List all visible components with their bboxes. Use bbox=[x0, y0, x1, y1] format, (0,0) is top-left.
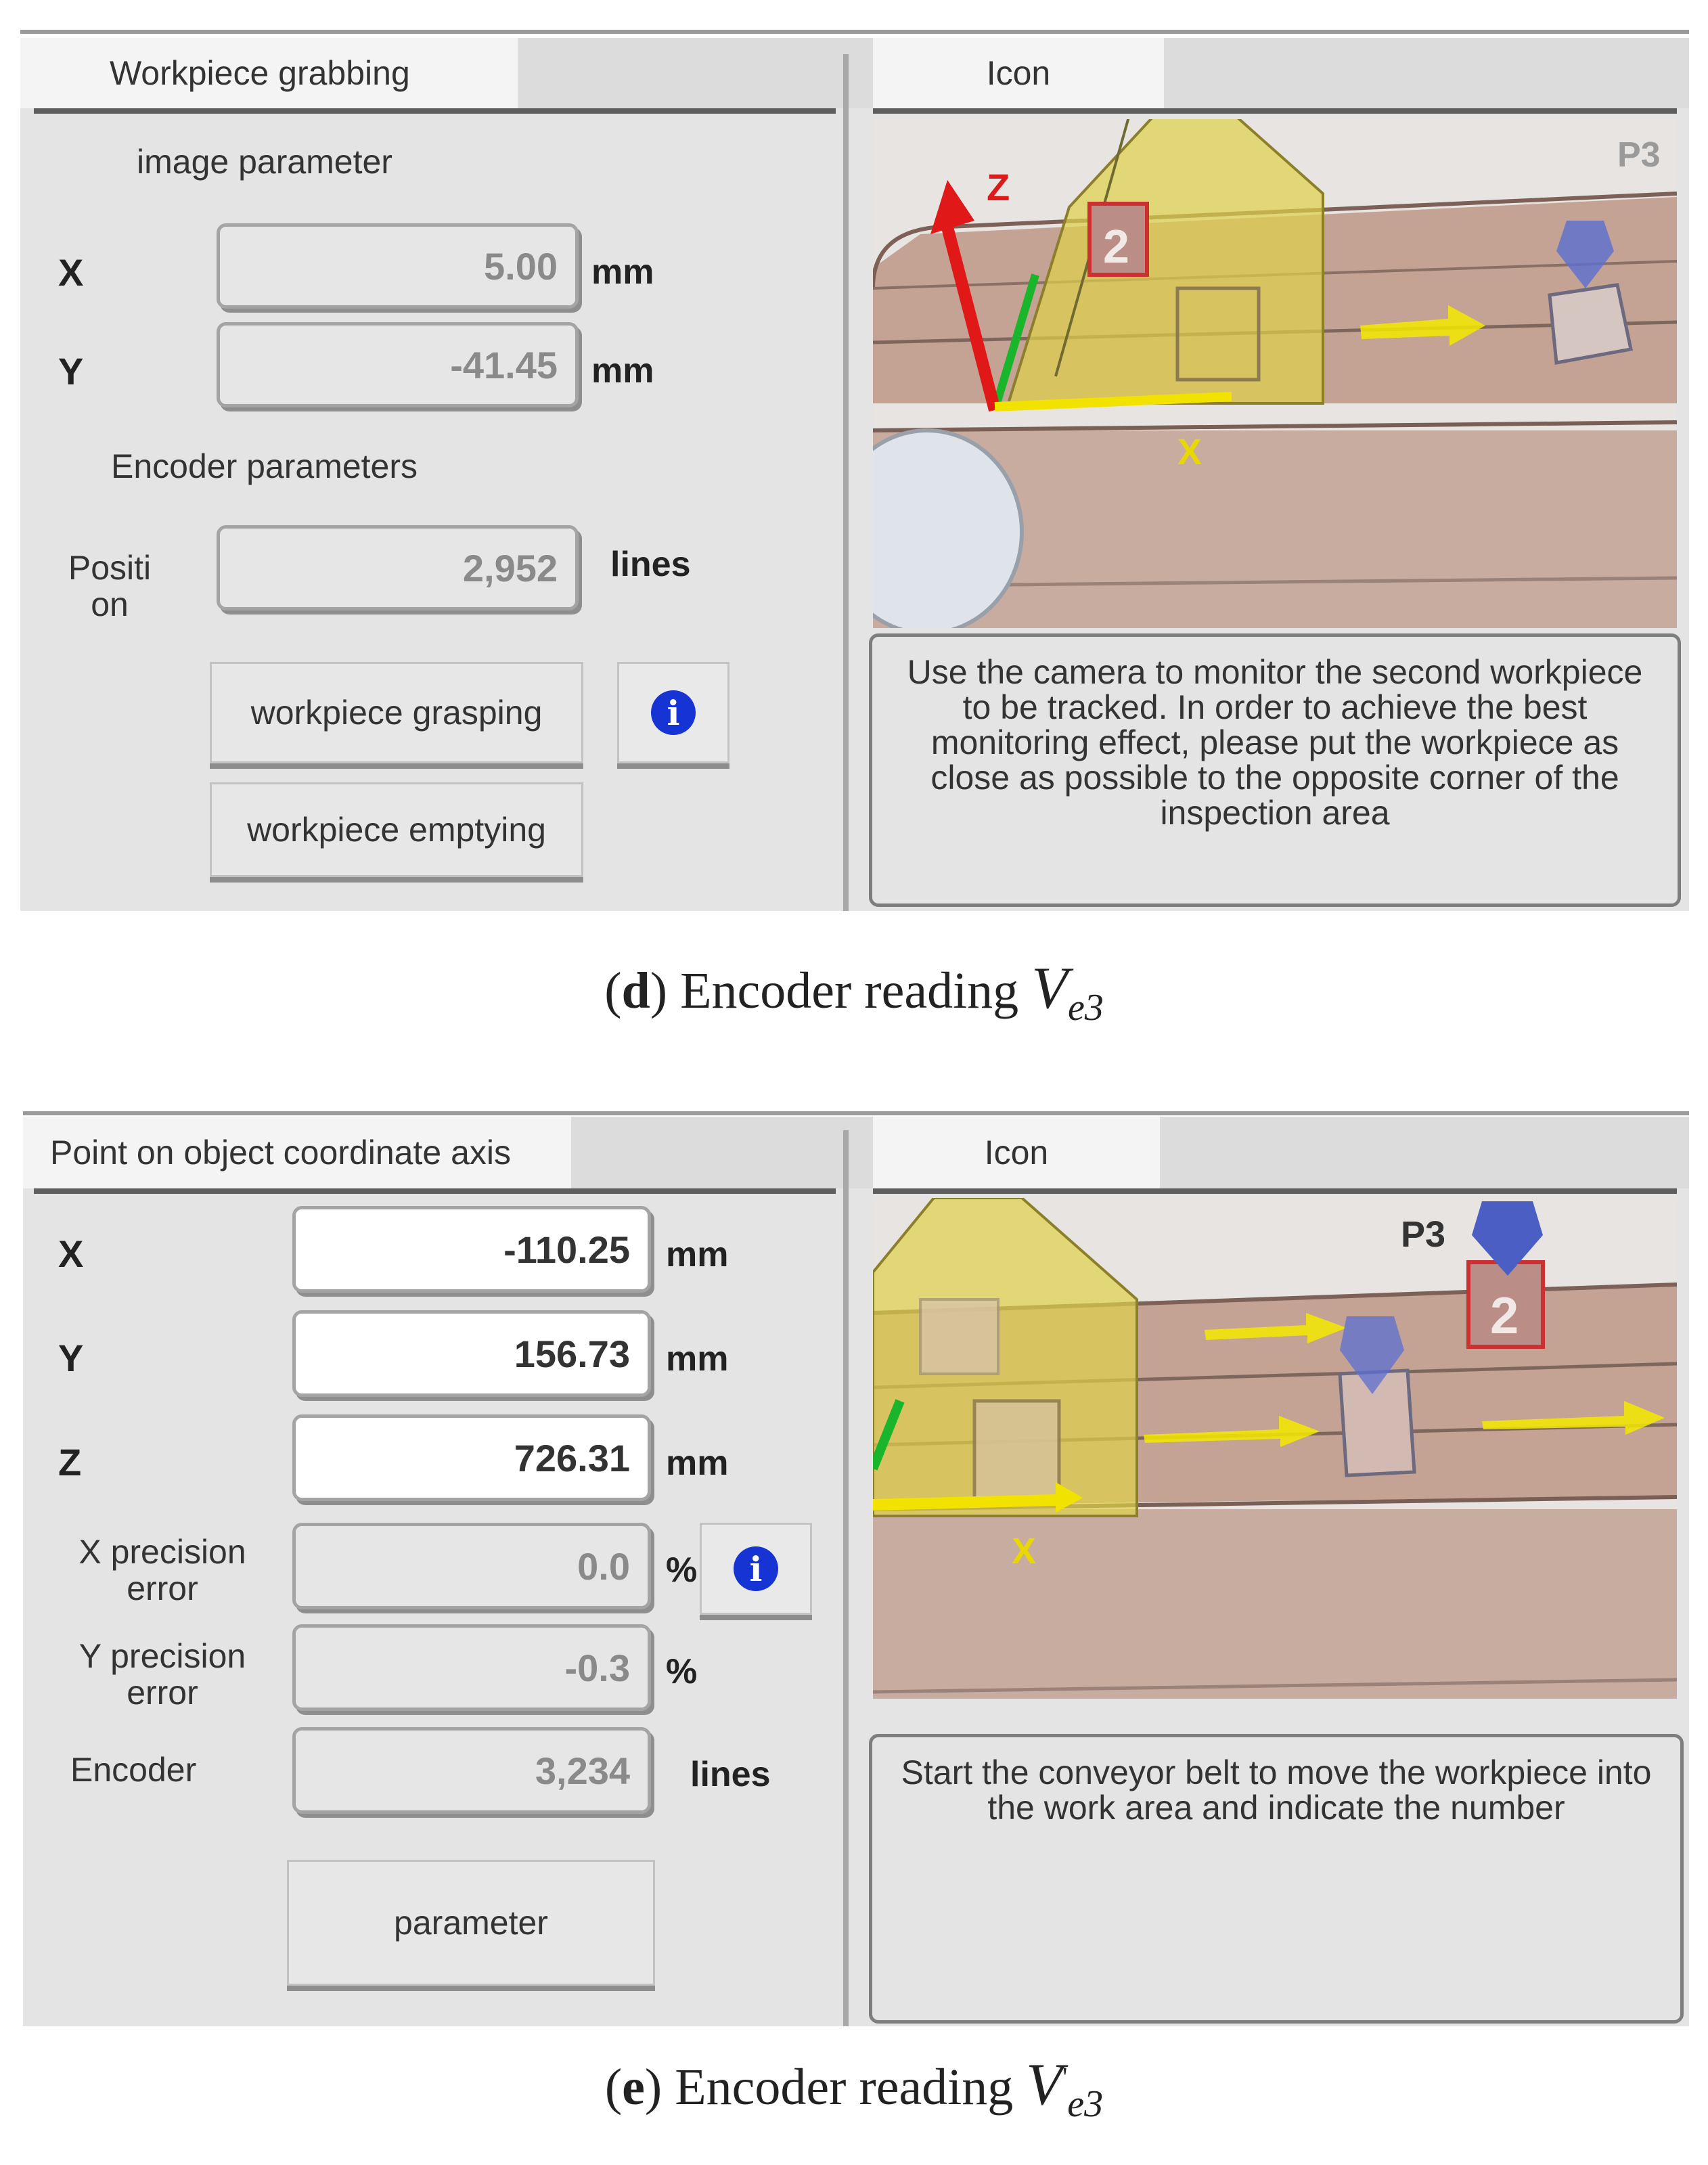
z-value-field[interactable] bbox=[292, 1414, 651, 1501]
belt-edge-line bbox=[873, 422, 1677, 430]
info-icon bbox=[734, 1546, 778, 1591]
panel-e-top-border bbox=[23, 1111, 1689, 1115]
panel-e-left-separator bbox=[34, 1188, 836, 1194]
position-label bbox=[62, 550, 157, 623]
box-3 bbox=[1550, 285, 1631, 363]
x-unit: mm bbox=[666, 1235, 729, 1274]
panel-d-left-separator bbox=[34, 108, 836, 114]
caption-d-text: Encoder reading bbox=[680, 962, 1019, 1019]
panel-d-top-border bbox=[20, 30, 1689, 34]
workpiece-emptying-button[interactable] bbox=[210, 782, 583, 877]
encoder-unit: lines bbox=[690, 1755, 771, 1794]
info-icon bbox=[651, 690, 696, 735]
box-1 bbox=[974, 1401, 1059, 1502]
caption-d-subscript: e3 bbox=[1067, 987, 1104, 1029]
info-glyph: i bbox=[749, 1548, 763, 1589]
caption-d: (d) Encoder reading $V_{e3}$ bbox=[604, 956, 1104, 1029]
caption-d-symbol: V bbox=[1031, 956, 1068, 1021]
tab-label: Point on object coordinate axis bbox=[50, 1134, 511, 1171]
z-unit: mm bbox=[666, 1444, 729, 1483]
parameter-button-label: parameter bbox=[394, 1904, 548, 1942]
position-label-line1: Positi bbox=[68, 549, 152, 587]
belt-front-side bbox=[873, 1509, 1677, 1699]
conveyor-illustration-e bbox=[873, 1198, 1677, 1699]
y-label: Y bbox=[58, 350, 84, 393]
encoder-value: 3,234 bbox=[535, 1749, 630, 1792]
x-label: X bbox=[58, 251, 84, 294]
scene-view-e bbox=[873, 1198, 1677, 1699]
x-label: X bbox=[58, 1232, 84, 1275]
panel-d-divider bbox=[843, 54, 849, 911]
y-unit: mm bbox=[666, 1339, 729, 1379]
y-value: -41.45 bbox=[450, 343, 558, 386]
x-value-field[interactable] bbox=[217, 223, 579, 309]
workpiece-grasping-label: workpiece grasping bbox=[250, 694, 543, 732]
info-button-d[interactable] bbox=[617, 662, 729, 763]
caption-e: (e) Encoder reading $V'_{e3}$ bbox=[604, 2052, 1104, 2125]
encoder-parameters-heading: Encoder parameters bbox=[111, 447, 418, 485]
caption-e-symbol: V bbox=[1026, 2052, 1063, 2118]
panel-e-right-separator bbox=[873, 1188, 1677, 1194]
encoder-label: Encoder bbox=[70, 1751, 197, 1789]
parameter-button[interactable] bbox=[287, 1860, 655, 1986]
x-precision-error-line1: X precision bbox=[78, 1533, 246, 1571]
message-box-e bbox=[869, 1734, 1684, 2024]
p3-label: P3 bbox=[1401, 1214, 1446, 1255]
position-unit: lines bbox=[610, 545, 691, 584]
workpiece-grasping-button[interactable] bbox=[210, 662, 583, 763]
tab-label: Workpiece grabbing bbox=[110, 54, 410, 92]
image-parameter-heading: image parameter bbox=[137, 143, 392, 181]
x-value-field[interactable] bbox=[292, 1206, 651, 1293]
x-precision-error-unit: % bbox=[666, 1550, 698, 1590]
y-precision-error-value: -0.3 bbox=[564, 1646, 630, 1689]
tab-label: Icon bbox=[986, 54, 1051, 92]
scene-view-d bbox=[873, 119, 1677, 628]
y-precision-error-unit: % bbox=[666, 1652, 698, 1691]
caption-e-text: Encoder reading bbox=[675, 2059, 1014, 2116]
panel-e-tab-point-on-object[interactable] bbox=[23, 1117, 571, 1188]
panel-d-right-separator bbox=[873, 108, 1677, 114]
panel-d-tab-icon[interactable] bbox=[873, 38, 1164, 108]
y-label: Y bbox=[58, 1337, 84, 1379]
panel-e-tab-icon[interactable] bbox=[873, 1117, 1160, 1188]
workpiece-emptying-label: workpiece emptying bbox=[247, 811, 546, 849]
tab-label: Icon bbox=[984, 1134, 1049, 1171]
y-value: 156.73 bbox=[514, 1332, 630, 1375]
box-faded bbox=[920, 1299, 998, 1374]
panel-d-tab-workpiece-grabbing[interactable] bbox=[20, 38, 518, 108]
conveyor-illustration-d bbox=[873, 119, 1677, 628]
caption-e-letter: e bbox=[622, 2059, 645, 2116]
position-value: 2,952 bbox=[462, 546, 558, 589]
y-precision-error-line1: Y precision bbox=[78, 1637, 246, 1675]
message-text-e: Start the conveyor belt to move the workpiece into the work area and indicate the number bbox=[901, 1754, 1652, 1827]
z-axis-label: Z bbox=[987, 166, 1010, 208]
camera-volume bbox=[1008, 119, 1323, 403]
info-glyph: i bbox=[667, 692, 680, 733]
z-value: 726.31 bbox=[514, 1436, 630, 1479]
y-unit: mm bbox=[591, 351, 654, 390]
x-unit: mm bbox=[591, 252, 654, 292]
message-text-d: Use the camera to monitor the second workpiece to be tracked. In order to achieve the best monitoring effect, please put the workpiece as close as possible to the opposite corner of the inspection area bbox=[907, 653, 1643, 832]
y-precision-error-field[interactable] bbox=[292, 1624, 651, 1711]
x-value: -110.25 bbox=[503, 1228, 630, 1271]
x-precision-error-value: 0.0 bbox=[577, 1544, 630, 1588]
x-value: 5.00 bbox=[484, 244, 558, 288]
x-precision-error-field[interactable] bbox=[292, 1523, 651, 1609]
x-axis-label: X bbox=[1177, 432, 1203, 472]
position-value-field[interactable] bbox=[217, 525, 579, 610]
x-axis-label: X bbox=[1012, 1531, 1037, 1571]
y-value-field[interactable] bbox=[217, 322, 579, 407]
x-precision-error-label bbox=[61, 1534, 264, 1607]
caption-e-subscript: e3 bbox=[1067, 2083, 1104, 2125]
y-value-field[interactable] bbox=[292, 1310, 651, 1397]
y-precision-error-label bbox=[61, 1638, 264, 1711]
panel-e-divider bbox=[843, 1130, 849, 2026]
z-label: Z bbox=[58, 1441, 82, 1483]
encoder-value-field[interactable] bbox=[292, 1727, 651, 1814]
box-2-label: 2 bbox=[1103, 220, 1129, 273]
y-precision-error-line2: error bbox=[127, 1674, 198, 1712]
box-2-label: 2 bbox=[1490, 1287, 1519, 1345]
caption-d-letter: d bbox=[621, 962, 650, 1019]
position-label-line2: on bbox=[91, 585, 129, 623]
p3-label: P3 bbox=[1617, 135, 1661, 175]
caption-e-prime: ' bbox=[1062, 2061, 1068, 2093]
x-precision-error-line2: error bbox=[127, 1569, 198, 1607]
message-box-d bbox=[869, 633, 1681, 907]
info-button-e[interactable] bbox=[700, 1523, 812, 1615]
